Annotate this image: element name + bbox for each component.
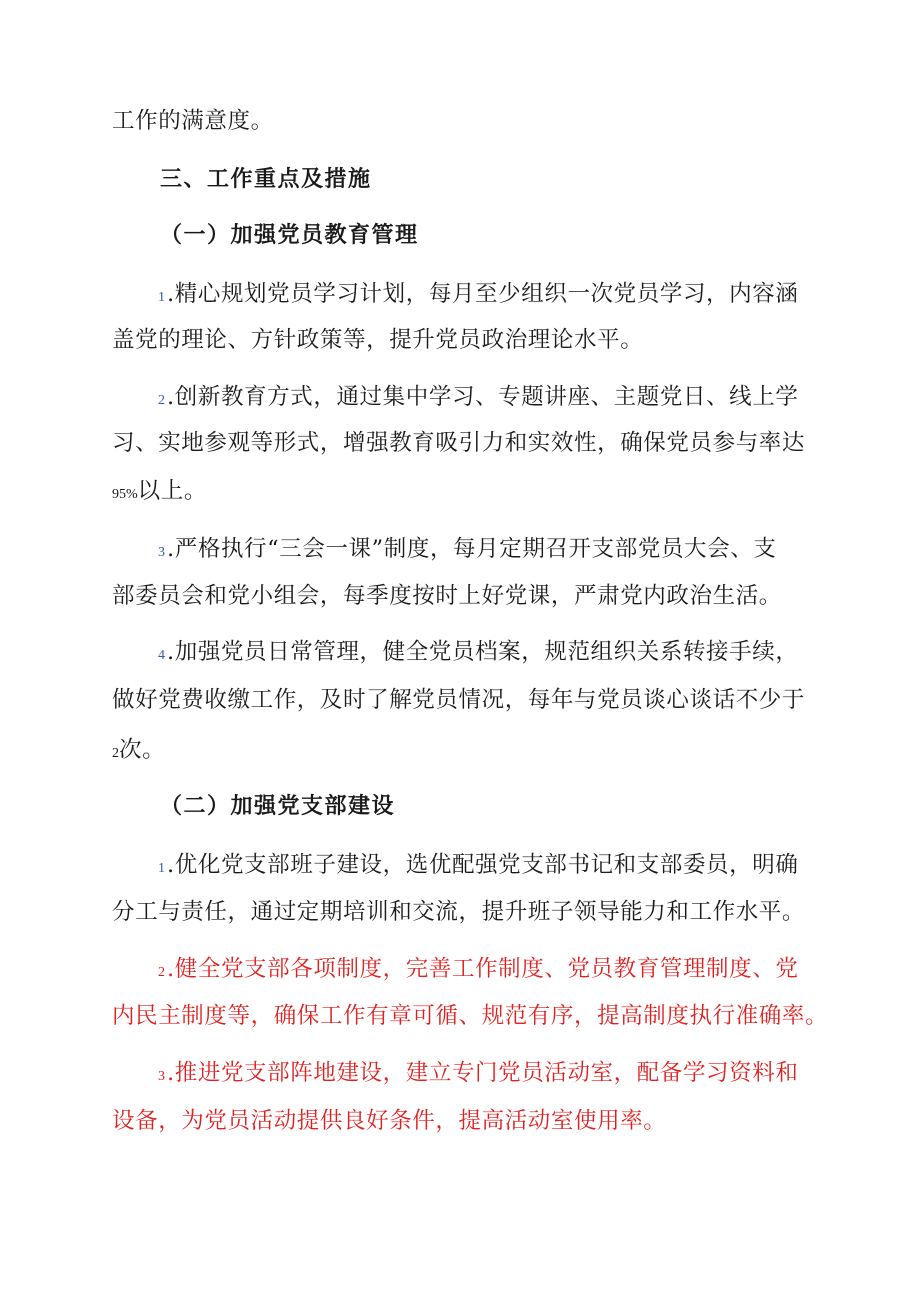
list-text: .健全党支部各项制度，完善工作制度、党员教育管理制度、党 bbox=[167, 956, 799, 982]
list-text: 以上。 bbox=[137, 478, 207, 504]
list-text: .严格执行“三会一课”制度，每月定期召开支部党员大会、支 bbox=[167, 536, 777, 562]
branch-item-3-line-2: 设备，为党员活动提供良好条件，提高活动室使用率。 bbox=[112, 1108, 667, 1134]
list-text: .推进党支部阵地建设，建立专门党员活动室，配备学习资料和 bbox=[167, 1060, 799, 1086]
branch-item-1-line-1 bbox=[158, 850, 858, 884]
subsection-heading-2: （二）加强党支部建设 bbox=[160, 794, 396, 819]
list-item-1-line-1 bbox=[158, 279, 858, 313]
list-item-4-line-3 bbox=[112, 735, 812, 769]
list-item-3-line-2: 部委员会和党小组会，每季度按时上好党课，严肃党内政治生活。 bbox=[112, 583, 782, 609]
paragraph-tail: 工作的满意度。 bbox=[112, 108, 274, 134]
list-item-4-line-1 bbox=[158, 637, 858, 671]
list-number: 4 bbox=[158, 648, 165, 663]
list-number: 1 bbox=[158, 290, 165, 305]
subsection-heading-1: （一）加强党员教育管理 bbox=[160, 223, 419, 248]
branch-item-1-line-2: 分工与责任，通过定期培训和交流，提升班子领导能力和工作水平。 bbox=[112, 899, 806, 925]
list-text: .精心规划党员学习计划，每月至少组织一次党员学习，内容涵 bbox=[167, 281, 799, 307]
list-text: 次。 bbox=[119, 737, 166, 763]
list-text: .创新教育方式，通过集中学习、专题讲座、主题党日、线上学 bbox=[167, 384, 799, 410]
percent-value: 95% bbox=[112, 487, 138, 502]
list-number: 2 bbox=[158, 393, 165, 408]
list-number: 1 bbox=[158, 861, 165, 876]
section-heading: 三、工作重点及措施 bbox=[160, 167, 372, 192]
branch-item-2-line-1 bbox=[158, 954, 858, 988]
list-text: .加强党员日常管理，健全党员档案，规范组织关系转接手续， bbox=[167, 639, 799, 665]
list-number: 2 bbox=[158, 965, 165, 980]
list-number: 3 bbox=[158, 545, 165, 560]
list-item-4-line-2: 做好党费收缴工作，及时了解党员情况，每年与党员谈心谈话不少于 bbox=[112, 687, 806, 713]
list-item-2-line-2: 习、实地参观等形式，增强教育吸引力和实效性，确保党员参与率达 bbox=[112, 430, 806, 456]
list-text: .优化党支部班子建设，选优配强党支部书记和支部委员，明确 bbox=[167, 852, 799, 878]
branch-item-3-line-1 bbox=[158, 1058, 858, 1092]
list-item-3-line-1 bbox=[158, 534, 858, 568]
list-item-1-line-2: 盖党的理论、方针政策等，提升党员政治理论水平。 bbox=[112, 327, 644, 353]
list-item-2-line-3 bbox=[112, 476, 812, 510]
list-item-2-line-1 bbox=[158, 382, 858, 416]
count-value: 2 bbox=[112, 746, 119, 761]
list-number: 3 bbox=[158, 1069, 165, 1084]
branch-item-2-line-2: 内民主制度等，确保工作有章可循、规范有序，提高制度执行准确率。 bbox=[112, 1003, 829, 1029]
